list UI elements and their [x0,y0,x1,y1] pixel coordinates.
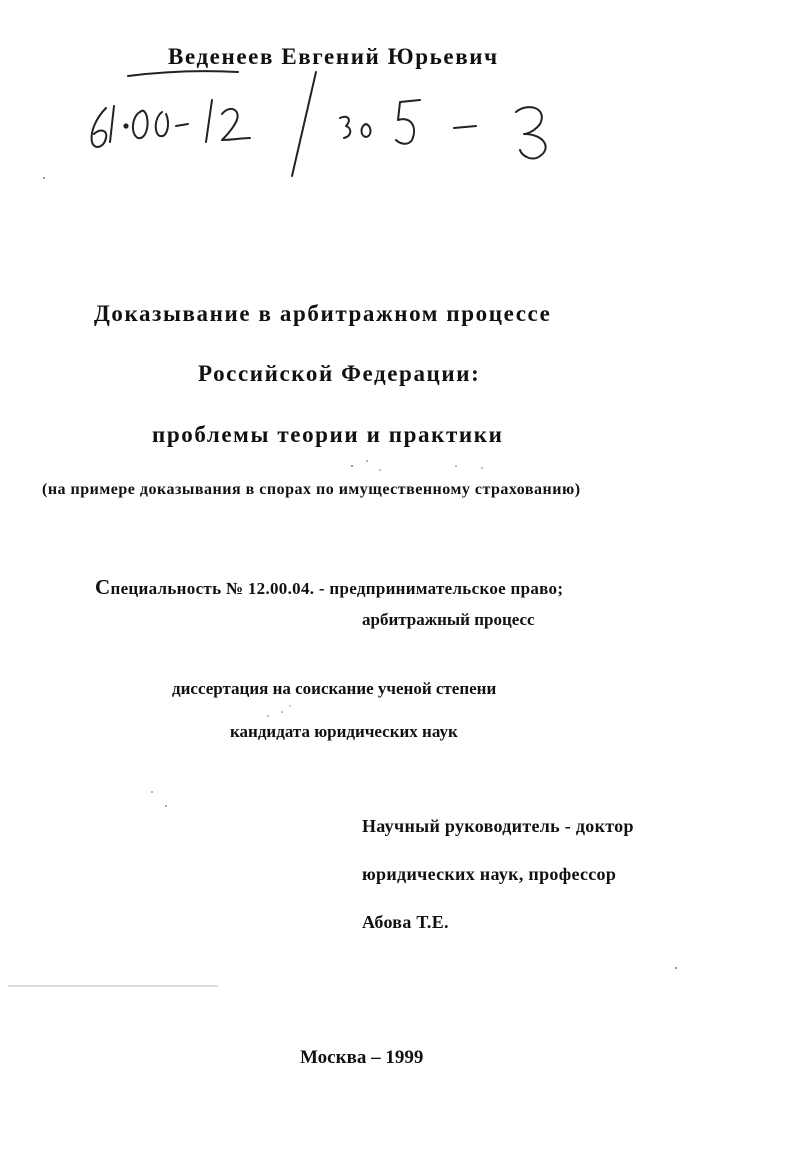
thesis-title-line-2: Российской Федерации: [198,361,481,386]
supervisor-line-2: юридических наук, профессор [362,864,617,884]
dissertation-degree-line-1: диссертация на соискание ученой степени [172,679,497,698]
specialty-text: пециальность № 12.00.04. - предпринимательское право; [110,579,564,598]
thesis-title-line-3: проблемы теории и практики [152,422,504,447]
thesis-title-line-1: Доказывание в арбитражном процессе [94,301,552,326]
supervisor-name: Абова Т.Е. [362,912,449,932]
dissertation-degree-line-2: кандидата юридических наук [230,722,458,741]
author-name: Веденеев Евгений Юрьевич [168,44,499,69]
supervisor-line-1: Научный руководитель - доктор [362,816,634,836]
specialty-line-1 [95,575,563,600]
specialty-initial: С [95,575,111,599]
city-year: Москва – 1999 [300,1047,424,1068]
thesis-subtitle: (на примере доказывания в спорах по имущественному страхованию) [42,481,581,498]
specialty-line-2: арбитражный процесс [362,610,535,629]
